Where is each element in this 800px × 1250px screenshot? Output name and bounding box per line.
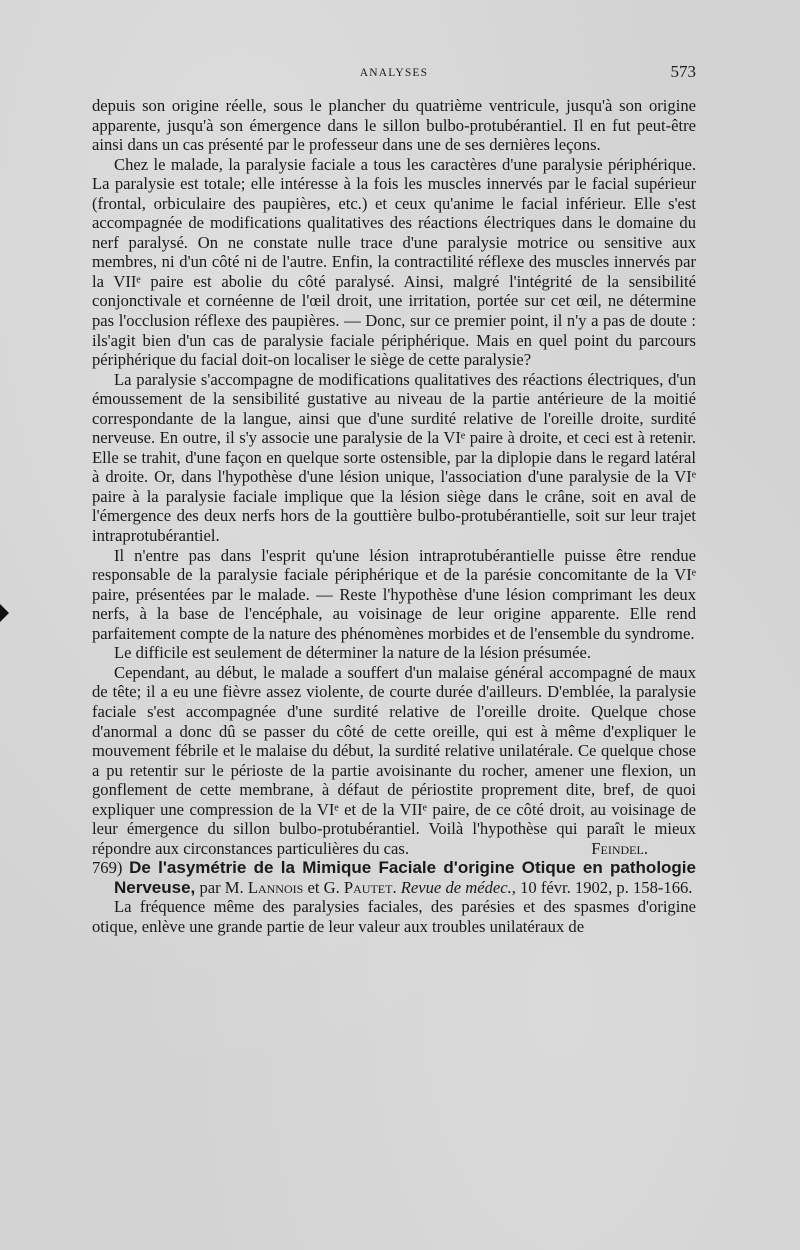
- paragraph: Le difficile est seulement de déterminer la nature de la lésion présumée.: [114, 643, 592, 663]
- entry-citation: , 10 févr. 1902, p. 158-166.: [511, 877, 693, 897]
- paragraph-text: Cependant, au début, le malade a souffert d'un malaise général accompagné de maux de tête; il a eu une fièvre assez violente, de courte durée d'ailleurs. D'emblée, la paralysie faciale s'est accompagnée d'une surdité relative de l'oreille droite. Quelque chose d'anormal a donc dû se passer du côté de cette oreille, qui est à même d'expliquer le mouvement fébrile et le malaise du début, la surdité relative unilatérale. Ce quelque chose a pu retentir sur le périoste de la partie avoisinante du rocher, amener une flexion, un gonflement de cette membrane, à défaut de périostite proprement dite, bref, de quoi expliquer une compression de la VIᵉ et de la VIIᵉ paire, de ce côté droit, au voisinage de leur émergence du sillon bulbo-protubérantiel. Voilà l'hypothèse qui paraît le mieux répondre aux circonstances particulières du cas.: [92, 662, 696, 858]
- entry-by: par M.: [199, 877, 244, 897]
- paragraph: Chez le malade, la paralysie faciale a tous les caractères d'une paralysie périphérique. La paralysie est totale; elle intéresse à la fois les muscles innervés par le facial supérieur (frontal, orbiculaire des paupières, etc.) et ceux qu'anime le facial inférieur. Elle s'est accompagnée de modifications qualitatives des réactions électriques dans le domaine du nerf paralysé. On ne constate nulle trace d'une paralysie motrice ou sensitive aux membres, ni d'un côté ni de l'autre. Enfin, la contractilité réflexe des muscles innervés par la VIIᵉ paire est abolie du côté paralysé. Ainsi, malgré l'intégrité de la sensibilité conjonctivale et cornéenne de l'œil droit, une irritation, portée sur cet œil, ne détermine pas l'occlusion réflexe des paupières. — Donc, sur ce premier point, il n'y a pas de doute : ils'agit bien d'un cas de paralysie faciale périphérique. Mais en quel point du parcours périphérique du facial doit-on localiser le siège de cette paralysie?: [92, 154, 696, 370]
- entry-author-2: Pautet.: [343, 877, 397, 897]
- paragraph-continuation: depuis son origine réelle, sous le plancher du quatrième ventricule, jusqu'à son origine apparente, jusqu'à son émergence dans le sillon bulbo-protubérantiel. Il en fut peut-être ainsi dans un cas présenté par le professeur dans une de ses dernières leçons.: [92, 96, 696, 155]
- entry-number: 769): [92, 858, 123, 878]
- paragraph: La paralysie s'accompagne de modifications qualitatives des réactions électriques, d'un émoussement de la sensibilité gustative au niveau de la partie antérieure de la moitié correspondante de la langue, ainsi que d'une surdité relative de l'oreille droite, surdité nerveuse. En outre, il s'y associe une paralysie de la VIᵉ paire à droite, et ceci est à retenir. Elle se trahit, d'une façon en quelque sorte ostensible, par la diplopie dans le regard latéral à droite. Or, dans l'hypothèse d'une lésion unique, l'association d'une paralysie de la VIᵉ paire à la paralysie faciale implique que la lésion siège dans le crâne, soit en aval de l'émergence des deux nerfs hors de la gouttière bulbo-protubérantielle, soit sur leur trajet intraprotubérantiel.: [92, 369, 696, 546]
- author-signature: Feindel.: [591, 838, 648, 858]
- entry-author-1: Lannois: [247, 877, 304, 897]
- paragraph: La fréquence même des paralysies faciales, des parésies et des spasmes d'origine otique, enlève une grande partie de leur valeur aux troubles unilatéraux de: [92, 897, 696, 936]
- paragraph-with-signature: [92, 663, 696, 858]
- entry-title: De l'asymétrie de la Mimique Faciale d'origine Otique en pathologie Nerveuse,: [114, 858, 696, 897]
- entry-and: et G.: [307, 877, 340, 897]
- margin-arrow-mark: [0, 604, 9, 622]
- paragraph: Il n'entre pas dans l'esprit qu'une lésion intraprotubérantielle puisse être rendue responsable de la paralysie faciale périphérique et de la parésie concomitante de la VIᵉ paire, présentées par le malade. — Reste l'hypothèse d'une lésion comprimant les deux nerfs, à la base de l'encéphale, au voisinage de leur origine apparente. Elle rend parfaitement compte de la nature des phénomènes morbides et de l'ensemble du syndrome.: [92, 545, 696, 643]
- page-number: 573: [670, 62, 696, 81]
- running-head: ANALYSES: [359, 67, 429, 79]
- article-body: [92, 96, 696, 937]
- entry-journal: Revue de médec.: [400, 877, 512, 897]
- page-header: [92, 62, 696, 86]
- entry-heading: [92, 858, 696, 897]
